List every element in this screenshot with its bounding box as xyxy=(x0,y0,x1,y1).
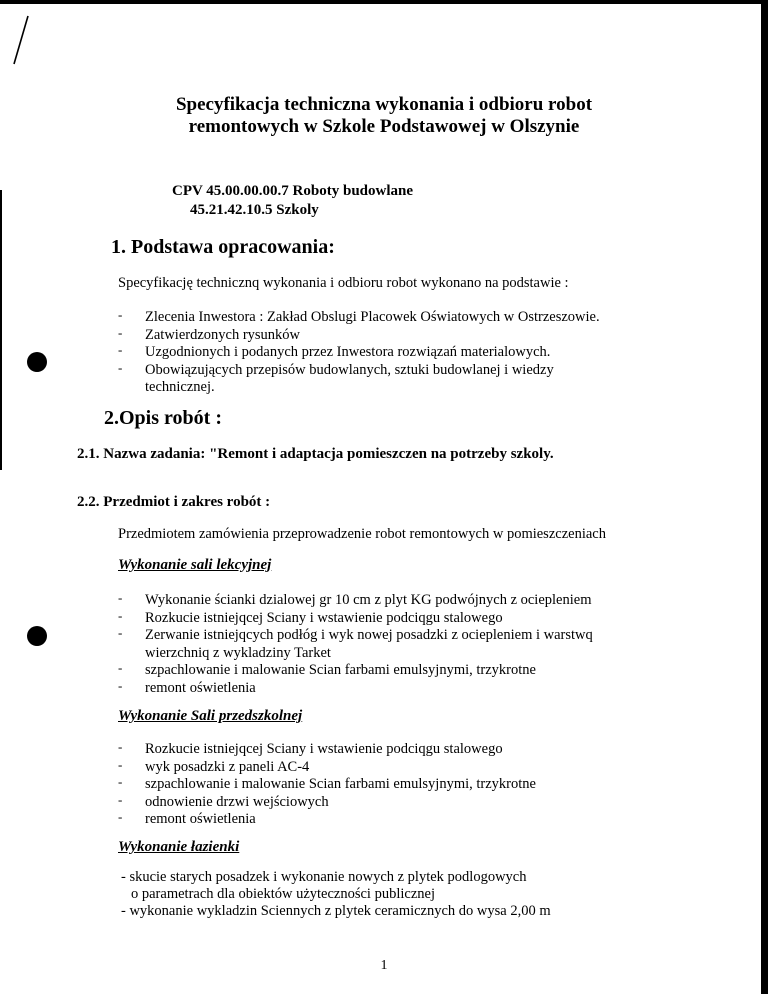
list-item: - Zerwanie istniejqcych podłóg i wyk nowej posadzki z ociepleniem i warstwq xyxy=(145,627,593,645)
list-item: - Zlecenia Inwestora : Zakład Obslugi Placowek Oświatowych w Ostrzeszowie. xyxy=(145,309,600,327)
section-1-intro: Specyfikację technicznq wykonania i odbioru robot wykonano na podstawie : xyxy=(118,275,569,291)
list-item-continuation: wierzchniq z wykladziny Tarket xyxy=(145,645,331,661)
list-item-continuation: technicznej. xyxy=(145,379,215,395)
list-item: - Zatwierdzonych rysunków xyxy=(145,327,600,345)
list-item: - wyk posadzki z paneli AC-4 xyxy=(145,759,536,777)
classroom-heading: Wykonanie sali lekcyjnej xyxy=(118,557,272,573)
scan-border-top xyxy=(0,0,768,4)
section-1-heading: 1. Podstawa opracowania: xyxy=(111,236,335,258)
scope-heading: 2.2. Przedmiot i zakres robót : xyxy=(77,494,271,510)
scan-border-right xyxy=(761,0,768,994)
list-item: - Uzgodnionych i podanych przez Inwestora rozwiązań materialowych. xyxy=(145,344,600,362)
list-item: - szpachlowanie i malowanie Scian farbami emulsyjnymi, trzykrotne xyxy=(145,662,536,680)
scope-intro: Przedmiotem zamówienia przeprowadzenie robot remontowych w pomieszczeniach xyxy=(118,526,606,542)
cpv-code-line-2: 45.21.42.10.5 Szkoly xyxy=(190,202,319,218)
classroom-list xyxy=(145,592,593,645)
list-item: - szpachlowanie i malowanie Scian farbami emulsyjnymi, trzykrotne xyxy=(145,776,536,794)
classroom-list-continued xyxy=(145,662,536,697)
cpv-code-line-1: CPV 45.00.00.00.7 Roboty budowlane xyxy=(172,183,414,199)
list-item: - remont oświetlenia xyxy=(145,680,536,698)
bathroom-heading: Wykonanie łazienki xyxy=(118,839,240,855)
list-item: - Wykonanie ścianki dzialowej gr 10 cm z plyt KG podwójnych z ociepleniem xyxy=(145,592,593,610)
bathroom-item-continuation: o parametrach dla obiektów użyteczności publicznej xyxy=(131,886,435,902)
bathroom-item: - skucie starych posadzek i wykonanie nowych z plytek podlogowych xyxy=(121,869,527,885)
basis-list xyxy=(145,309,600,379)
punch-hole-lower xyxy=(27,626,47,646)
kindergarten-room-list xyxy=(145,741,536,829)
pen-stroke-mark xyxy=(10,12,34,68)
punch-hole-upper xyxy=(27,352,47,372)
list-item: - remont oświetlenia xyxy=(145,811,536,829)
document-title-line-1: Specyfikacja techniczna wykonania i odbioru robot xyxy=(175,94,593,115)
kindergarten-room-heading: Wykonanie Sali przedszkolnej xyxy=(118,708,303,724)
task-name: 2.1. Nazwa zadania: "Remont i adaptacja pomieszczen na potrzeby szkoly. xyxy=(77,446,554,462)
list-item: - Rozkucie istniejqcej Sciany i wstawienie podciqgu stalowego xyxy=(145,741,536,759)
list-item: - Obowiązujących przepisów budowlanych, sztuki budowlanej i wiedzy xyxy=(145,362,600,380)
scan-border-left xyxy=(0,190,2,470)
page-number: 1 xyxy=(380,958,388,973)
document-title-line-2: remontowych w Szkole Podstawowej w Olszynie xyxy=(188,116,580,137)
section-2-heading: 2.Opis robót : xyxy=(104,407,222,429)
list-item: - Rozkucie istniejqcej Sciany i wstawienie podciqgu stalowego xyxy=(145,610,593,628)
bathroom-item: - wykonanie wykladzin Sciennych z plytek ceramicznych do wysa 2,00 m xyxy=(121,903,551,919)
list-item: - odnowienie drzwi wejściowych xyxy=(145,794,536,812)
